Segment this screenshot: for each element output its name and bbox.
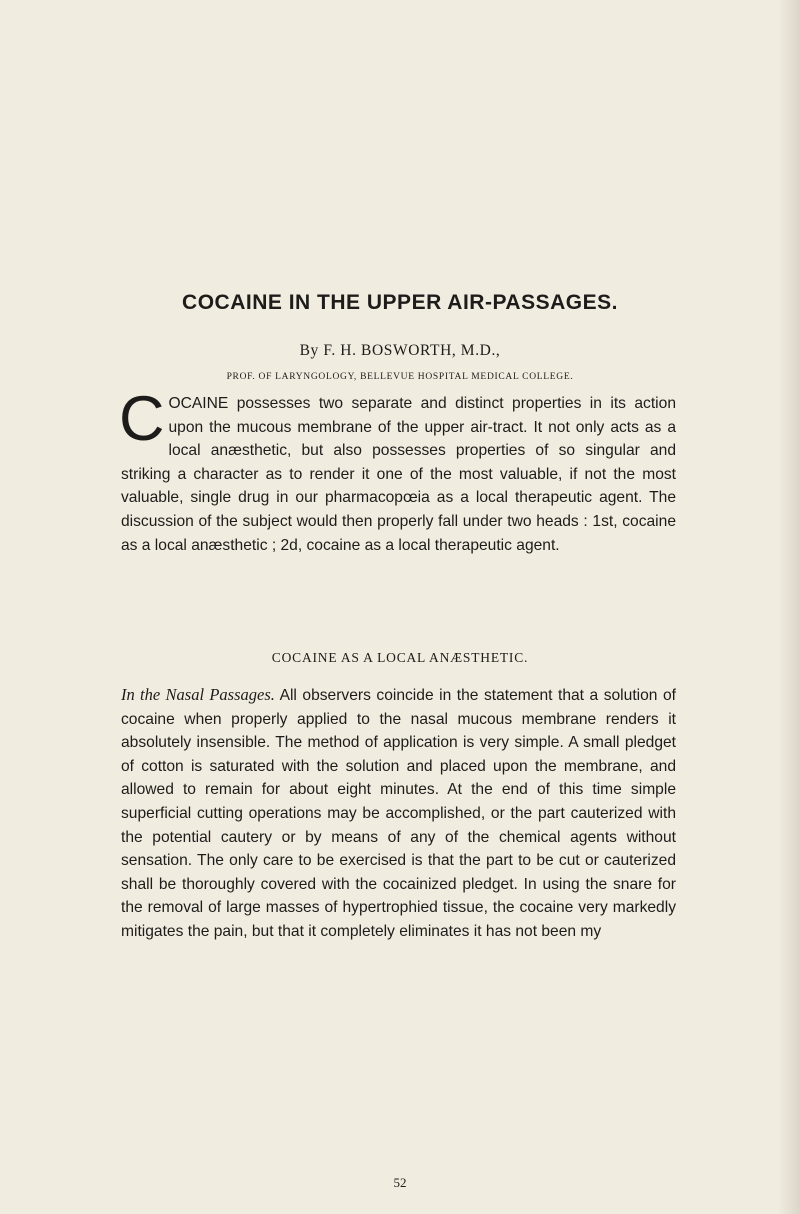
intro-text: OCAINE possesses two separate and distinct properties in its action upon the mucous membrane of the upper air-tract. It not only acts as a local anæsthetic, but also possesses properties of so singular and striking a character as to render it one of the most valuable, if not the most valuable, single drug in our pharmacopœia as a local therapeutic agent. The discussion of the subject would then properly fall under two heads : 1st, cocaine as a local anæsthetic ; 2d, cocaine as a local therapeutic agent. (121, 395, 676, 554)
intro-paragraph (119, 384, 676, 557)
author-byline: By F. H. BOSWORTH, M.D., (299, 342, 501, 359)
section-paragraph (121, 683, 676, 944)
page-edge-shadow (778, 0, 800, 1214)
section-lead-in: In the Nasal Passages. (121, 685, 275, 704)
author-affiliation: PROF. OF LARYNGOLOGY, BELLEVUE HOSPITAL MEDICAL COLLEGE. (226, 372, 574, 382)
section-text: All observers coincide in the statement that a solution of cocaine when properly applied to the nasal mucous membrane renders it absolutely insensible. The method of application is very simple. A small pledget of cotton is saturated with the solution and placed upon the membrane, and allowed to remain for about eight minutes. At the end of this time simple superficial cutting operations may be accomplished, or the part cauterized with the potential cautery or by means of any of the chemical agents without sensation. The only care to be exercised is that the part to be cut or cauterized shall be thoroughly covered with the cocainized pledget. In using the snare for the removal of large masses of hypertrophied tissue, the cocaine very markedly mitigates the pain, but that it completely eliminates it has not been my (121, 687, 676, 940)
article-title: COCAINE IN THE UPPER AIR-PASSAGES. (182, 291, 618, 314)
section-heading: COCAINE AS A LOCAL ANÆSTHETIC. (271, 650, 529, 665)
page-number: 52 (393, 1175, 407, 1190)
drop-cap: C (119, 384, 165, 454)
